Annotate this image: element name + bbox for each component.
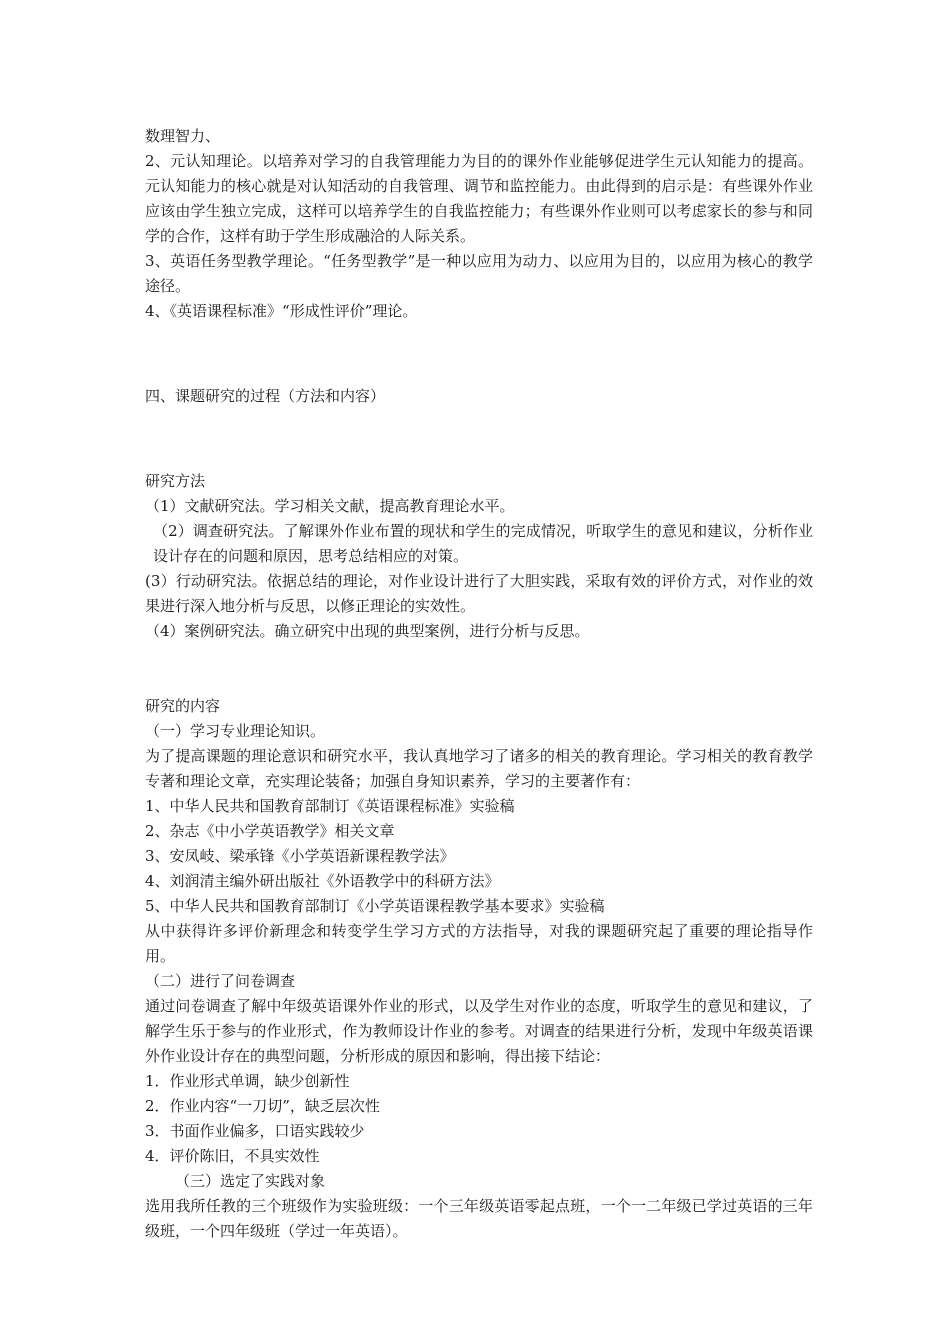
paragraph: 选用我所任教的三个班级作为实验班级：一个三年级英语零起点班，一个一二年级已学过英语的三年级班，一个四年级班（学过一年英语）。 <box>145 1197 813 1240</box>
paragraph: 通过问卷调查了解中年级英语课外作业的形式，以及学生对作业的态度，听取学生的意见和建议，了解学生乐于参与的作业形式，作为教师设计作业的参考。对调查的结果进行分析，发现中年级英语课外作业设计存在的典型问题，分析形成的原因和影响，得出接下结论： <box>145 997 813 1065</box>
method-item: （2）调查研究法。了解课外作业布置的现状和学生的完成情况，听取学生的意见和建议，分析作业设计存在的问题和原因，思考总结相应的对策。 <box>153 522 813 565</box>
method-item: (3）行动研究法。依据总结的理论，对作业设计进行了大胆实践，采取有效的评价方式，对作业的效果进行深入地分析与反思，以修正理论的实效性。 <box>145 572 813 615</box>
paragraph: 数理智力、 <box>145 127 221 145</box>
spacer <box>145 324 813 384</box>
paragraph: 3、英语任务型教学理论。“任务型教学”是一种以应用为动力、以应用为目的，以应用为核心的教学途径。 <box>145 252 813 295</box>
paragraph: 2、元认知理论。以培养对学习的自我管理能力为目的的课外作业能够促进学生元认知能力的提高。元认知能力的核心就是对认知活动的自我管理、调节和监控能力。由此得到的启示是：有些课外作业应该由学生独立完成，这样可以培养学生的自我监控能力；有些课外作业则可以考虑家长的参与和同学的合作，这样有助于学生形成融洽的人际关系。 <box>145 152 813 245</box>
list-item: 1．作业形式单调，缺少创新性 <box>145 1072 350 1090</box>
list-item: 4．评价陈旧，不具实效性 <box>145 1147 320 1165</box>
list-item: 3、安凤岐、梁承锋《小学英语新课程教学法》 <box>145 847 455 865</box>
content-section-title: （二）进行了问卷调查 <box>145 972 296 990</box>
paragraph: 从中获得许多评价新理念和转变学生学习方式的方法指导，对我的课题研究起了重要的理论指导作用。 <box>145 922 813 965</box>
spacer <box>145 644 813 694</box>
method-item: （1）文献研究法。学习相关文献，提高教育理论水平。 <box>145 497 515 515</box>
content-section-title: （一）学习专业理论知识。 <box>145 722 326 740</box>
paragraph: 为了提高课题的理论意识和研究水平，我认真地学习了诸多的相关的教育理论。学习相关的教育教学专著和理论文章，充实理论装备；加强自身知识素养，学习的主要著作有： <box>145 747 813 790</box>
list-item: 2、杂志《中小学英语教学》相关文章 <box>145 822 395 840</box>
list-item: 2．作业内容“一刀切”，缺乏层次性 <box>145 1097 380 1115</box>
subheading-content: 研究的内容 <box>145 697 221 715</box>
spacer <box>145 409 813 469</box>
subheading-methods: 研究方法 <box>145 472 206 490</box>
list-item: 1、中华人民共和国教育部制订《英语课程标准》实验稿 <box>145 797 515 815</box>
section-heading: 四、课题研究的过程（方法和内容） <box>145 387 386 405</box>
list-item: 3．书面作业偏多，口语实践较少 <box>145 1122 365 1140</box>
list-item: 4、刘润清主编外研出版社《外语教学中的科研方法》 <box>145 872 500 890</box>
list-item: 5、中华人民共和国教育部制订《小学英语课程教学基本要求》实验稿 <box>145 897 605 915</box>
content-section-title: （三）选定了实践对象 <box>175 1172 326 1190</box>
method-item: （4）案例研究法。确立研究中出现的典型案例，进行分析与反思。 <box>145 622 590 640</box>
document-body <box>145 124 813 1244</box>
paragraph: 4、《英语课程标准》“形成性评价”理论。 <box>145 302 418 320</box>
